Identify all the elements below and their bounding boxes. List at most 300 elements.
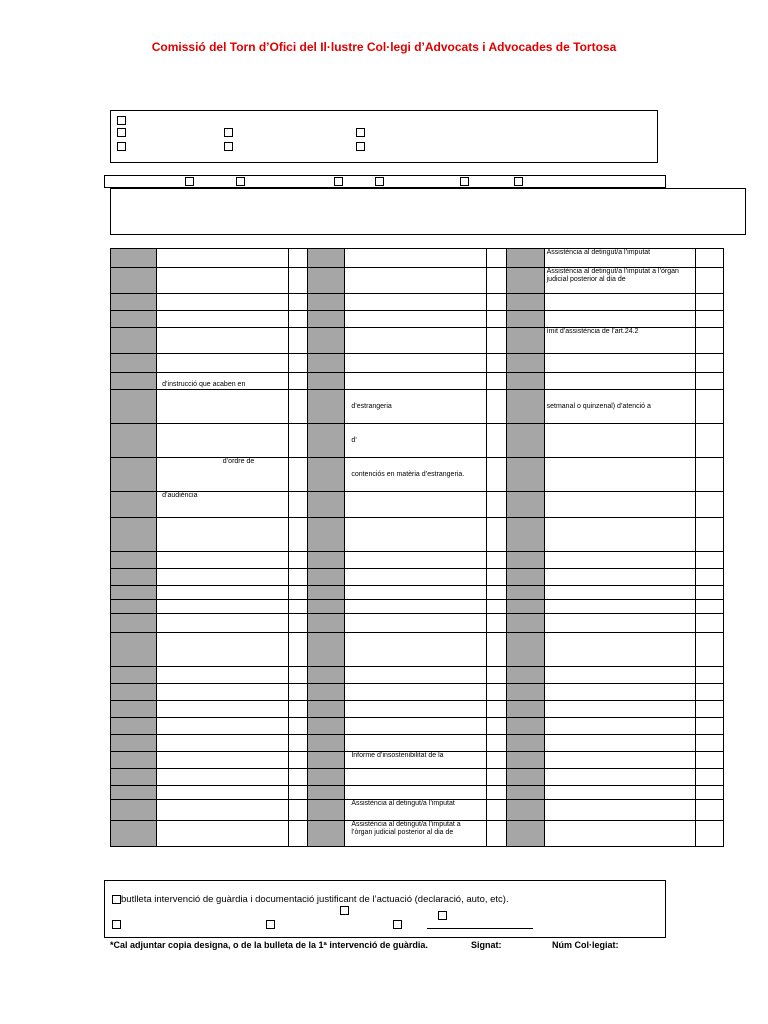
code-cell — [308, 328, 345, 354]
count-cell[interactable] — [486, 424, 506, 458]
code-cell — [111, 786, 157, 800]
code-cell — [506, 249, 544, 268]
code-cell — [506, 769, 544, 786]
description-cell[interactable] — [345, 311, 486, 328]
count-cell[interactable] — [289, 701, 308, 718]
description-cell[interactable] — [157, 390, 289, 424]
description-cell[interactable] — [345, 600, 486, 614]
count-cell[interactable] — [695, 458, 723, 492]
code-cell — [308, 684, 345, 701]
count-cell[interactable] — [486, 552, 506, 569]
description-cell[interactable] — [157, 786, 289, 800]
description-cell[interactable] — [157, 752, 289, 769]
description-cell[interactable] — [157, 633, 289, 667]
description-cell[interactable]: Assistència al detingut/a l’imputat a l’òrgan judicial posterior al dia de — [345, 821, 486, 847]
code-cell — [111, 800, 157, 821]
description-cell[interactable]: d’ — [345, 424, 486, 458]
description-cell[interactable] — [544, 633, 695, 667]
code-cell — [308, 752, 345, 769]
count-cell[interactable] — [486, 294, 506, 311]
count-cell[interactable] — [695, 492, 723, 518]
description-cell[interactable] — [157, 311, 289, 328]
count-cell[interactable] — [289, 311, 308, 328]
count-cell[interactable] — [695, 518, 723, 552]
count-cell[interactable] — [289, 600, 308, 614]
table-row — [111, 586, 724, 600]
description-cell[interactable] — [544, 424, 695, 458]
count-cell[interactable] — [695, 667, 723, 684]
code-cell — [506, 800, 544, 821]
description-cell[interactable] — [157, 769, 289, 786]
description-cell[interactable] — [345, 518, 486, 552]
code-cell — [308, 373, 345, 390]
description-cell[interactable]: ímit d’assistència de l’art.24.2 — [544, 328, 695, 354]
code-cell — [308, 633, 345, 667]
code-cell — [506, 294, 544, 311]
checkbox[interactable] — [112, 895, 121, 904]
count-cell[interactable] — [486, 390, 506, 424]
checkbox[interactable] — [185, 177, 194, 186]
count-cell[interactable] — [289, 390, 308, 424]
code-cell — [506, 268, 544, 294]
description-cell[interactable] — [544, 294, 695, 311]
code-cell — [308, 718, 345, 735]
count-cell[interactable] — [486, 821, 506, 847]
count-cell[interactable] — [486, 569, 506, 586]
table-row — [111, 667, 724, 684]
description-cell[interactable] — [157, 684, 289, 701]
code-cell — [308, 390, 345, 424]
description-cell[interactable] — [157, 294, 289, 311]
count-cell[interactable] — [695, 552, 723, 569]
description-cell[interactable] — [544, 684, 695, 701]
code-cell — [111, 373, 157, 390]
description-cell[interactable] — [544, 667, 695, 684]
count-cell[interactable] — [695, 821, 723, 847]
checkbox-row-box — [104, 175, 666, 188]
checkbox[interactable] — [393, 920, 402, 929]
count-cell[interactable] — [486, 328, 506, 354]
count-cell[interactable] — [289, 249, 308, 268]
table-row — [111, 614, 724, 633]
description-cell[interactable] — [544, 701, 695, 718]
footnote: *Cal adjuntar copia designa, o de la bulleta de la 1ª intervenció de guàrdia. — [110, 940, 428, 950]
code-cell — [111, 294, 157, 311]
count-cell[interactable] — [486, 667, 506, 684]
count-cell[interactable] — [289, 821, 308, 847]
count-cell[interactable] — [695, 390, 723, 424]
code-cell — [111, 424, 157, 458]
count-cell[interactable] — [695, 424, 723, 458]
code-cell — [308, 614, 345, 633]
description-cell[interactable] — [157, 735, 289, 752]
count-cell[interactable] — [289, 586, 308, 600]
count-cell[interactable] — [486, 633, 506, 667]
checkbox[interactable] — [117, 116, 126, 125]
code-cell — [111, 569, 157, 586]
count-cell[interactable] — [289, 294, 308, 311]
description-cell[interactable] — [345, 328, 486, 354]
description-cell[interactable]: setmanal o quinzenal) d’atenció a — [544, 390, 695, 424]
description-cell[interactable] — [544, 311, 695, 328]
checkbox[interactable] — [117, 128, 126, 137]
code-cell — [308, 800, 345, 821]
code-cell — [506, 424, 544, 458]
checkbox[interactable] — [112, 920, 121, 929]
count-cell[interactable] — [289, 518, 308, 552]
description-cell[interactable] — [544, 718, 695, 735]
count-cell[interactable] — [289, 552, 308, 569]
description-cell[interactable] — [345, 249, 486, 268]
description-cell[interactable] — [157, 552, 289, 569]
code-cell — [111, 667, 157, 684]
count-cell[interactable] — [695, 249, 723, 268]
table-row — [111, 735, 724, 752]
code-cell — [506, 311, 544, 328]
table-row — [111, 552, 724, 569]
count-cell[interactable] — [695, 354, 723, 373]
table-row — [111, 492, 724, 518]
count-cell[interactable] — [486, 249, 506, 268]
code-cell — [308, 569, 345, 586]
count-cell[interactable] — [695, 769, 723, 786]
count-cell[interactable] — [289, 492, 308, 518]
table-row — [111, 328, 724, 354]
description-cell[interactable] — [157, 821, 289, 847]
description-cell[interactable] — [157, 614, 289, 633]
count-cell[interactable] — [695, 586, 723, 600]
checkbox[interactable] — [438, 911, 447, 920]
table-row — [111, 294, 724, 311]
count-cell[interactable] — [695, 752, 723, 769]
checkbox[interactable] — [375, 177, 384, 186]
checkbox[interactable] — [334, 177, 343, 186]
code-cell — [111, 354, 157, 373]
code-cell — [308, 311, 345, 328]
code-cell — [308, 735, 345, 752]
code-cell — [111, 268, 157, 294]
table-row — [111, 769, 724, 786]
count-cell[interactable] — [289, 752, 308, 769]
code-cell — [111, 458, 157, 492]
table-row — [111, 390, 724, 424]
count-cell[interactable] — [486, 752, 506, 769]
description-cell[interactable] — [157, 701, 289, 718]
code-cell — [111, 614, 157, 633]
code-cell — [111, 718, 157, 735]
count-cell[interactable] — [695, 800, 723, 821]
description-cell[interactable]: Assistència al detingut/a l’imputat — [544, 249, 695, 268]
description-cell[interactable] — [345, 684, 486, 701]
code-cell — [506, 667, 544, 684]
code-cell — [506, 586, 544, 600]
table-row — [111, 569, 724, 586]
description-cell[interactable]: contenciós en matèria d’estrangeria. — [345, 458, 486, 492]
count-cell[interactable] — [289, 268, 308, 294]
code-cell — [308, 354, 345, 373]
attachments-text: butlleta intervenció de guàrdia i documentació justificant de l’actuació (declaració, auto, etc). — [121, 894, 509, 905]
description-cell[interactable] — [345, 294, 486, 311]
page-title: Comissió del Torn d’Ofici del Il·lustre Col·legi d’Advocats i Advocades de Tortosa — [151, 40, 617, 54]
description-cell[interactable]: d’audiència — [157, 492, 289, 518]
count-cell[interactable] — [695, 718, 723, 735]
code-cell — [506, 600, 544, 614]
description-cell[interactable] — [345, 354, 486, 373]
table-row — [111, 424, 724, 458]
description-cell[interactable] — [544, 769, 695, 786]
table-row — [111, 684, 724, 701]
count-cell[interactable] — [289, 769, 308, 786]
checkbox[interactable] — [236, 177, 245, 186]
description-cell[interactable] — [157, 249, 289, 268]
count-cell[interactable] — [486, 786, 506, 800]
code-cell — [506, 718, 544, 735]
table-row — [111, 373, 724, 390]
member-number-label: Núm Col·legiat: — [552, 940, 619, 950]
description-cell[interactable] — [157, 569, 289, 586]
count-cell[interactable] — [289, 614, 308, 633]
description-cell[interactable] — [345, 492, 486, 518]
count-cell[interactable] — [695, 600, 723, 614]
description-cell[interactable] — [157, 718, 289, 735]
checkbox[interactable] — [356, 128, 365, 137]
code-cell — [308, 786, 345, 800]
table-row — [111, 354, 724, 373]
description-cell[interactable] — [544, 752, 695, 769]
count-cell[interactable] — [486, 701, 506, 718]
count-cell[interactable] — [486, 458, 506, 492]
description-cell[interactable] — [345, 667, 486, 684]
code-cell — [111, 492, 157, 518]
count-cell[interactable] — [486, 492, 506, 518]
code-cell — [111, 518, 157, 552]
count-cell[interactable] — [486, 600, 506, 614]
count-cell[interactable] — [695, 569, 723, 586]
checkbox[interactable] — [340, 906, 349, 915]
count-cell[interactable] — [289, 718, 308, 735]
description-cell[interactable]: d’estrangeria — [345, 390, 486, 424]
count-cell[interactable] — [486, 373, 506, 390]
description-cell[interactable] — [544, 735, 695, 752]
code-cell — [506, 354, 544, 373]
description-cell[interactable] — [157, 667, 289, 684]
code-cell — [506, 569, 544, 586]
description-cell[interactable] — [345, 786, 486, 800]
count-cell[interactable] — [289, 633, 308, 667]
count-cell[interactable] — [289, 373, 308, 390]
checkbox[interactable] — [224, 128, 233, 137]
table-row — [111, 458, 724, 492]
description-cell[interactable] — [345, 552, 486, 569]
table-row — [111, 821, 724, 847]
count-cell[interactable] — [486, 800, 506, 821]
table-row — [111, 249, 724, 268]
code-cell — [111, 684, 157, 701]
code-cell — [308, 701, 345, 718]
code-cell — [111, 390, 157, 424]
checkbox[interactable] — [266, 920, 275, 929]
description-cell[interactable] — [157, 518, 289, 552]
table-row — [111, 311, 724, 328]
code-cell — [506, 458, 544, 492]
description-cell[interactable]: Assistència al detingut/a l’imputat a l’òrgan judicial posterior al dia de — [544, 268, 695, 294]
code-cell — [506, 552, 544, 569]
count-cell[interactable] — [289, 354, 308, 373]
notes-box[interactable] — [110, 188, 746, 235]
options-box — [110, 110, 658, 163]
code-cell — [111, 701, 157, 718]
description-cell[interactable] — [544, 518, 695, 552]
description-cell[interactable] — [157, 268, 289, 294]
code-cell — [506, 684, 544, 701]
code-cell — [506, 821, 544, 847]
count-cell[interactable] — [486, 769, 506, 786]
count-cell[interactable] — [289, 328, 308, 354]
attachments-box — [104, 880, 666, 938]
code-cell — [506, 752, 544, 769]
count-cell[interactable] — [695, 268, 723, 294]
code-cell — [111, 752, 157, 769]
code-cell — [308, 249, 345, 268]
code-cell — [111, 769, 157, 786]
count-cell[interactable] — [289, 667, 308, 684]
count-cell[interactable] — [695, 311, 723, 328]
code-cell — [308, 821, 345, 847]
count-cell[interactable] — [289, 786, 308, 800]
description-cell[interactable] — [157, 800, 289, 821]
count-cell[interactable] — [695, 633, 723, 667]
count-cell[interactable] — [289, 684, 308, 701]
count-cell[interactable] — [289, 458, 308, 492]
description-cell[interactable] — [345, 586, 486, 600]
count-cell[interactable] — [486, 684, 506, 701]
checkbox[interactable] — [460, 177, 469, 186]
code-cell — [308, 600, 345, 614]
table-row — [111, 718, 724, 735]
code-cell — [111, 586, 157, 600]
description-cell[interactable]: Assistència al detingut/a l’imputat — [345, 800, 486, 821]
count-cell[interactable] — [695, 684, 723, 701]
description-cell[interactable] — [544, 354, 695, 373]
code-cell — [308, 268, 345, 294]
table-row — [111, 701, 724, 718]
signature-line[interactable] — [427, 928, 533, 929]
code-cell — [506, 614, 544, 633]
table-row — [111, 600, 724, 614]
description-cell[interactable] — [544, 800, 695, 821]
code-cell — [308, 586, 345, 600]
count-cell[interactable] — [486, 735, 506, 752]
count-cell[interactable] — [289, 424, 308, 458]
description-cell[interactable] — [544, 586, 695, 600]
code-cell — [506, 701, 544, 718]
code-cell — [308, 769, 345, 786]
description-cell[interactable] — [345, 735, 486, 752]
count-cell[interactable] — [289, 569, 308, 586]
count-cell[interactable] — [289, 735, 308, 752]
description-cell[interactable] — [544, 569, 695, 586]
count-cell[interactable] — [695, 701, 723, 718]
code-cell — [111, 249, 157, 268]
code-cell — [506, 633, 544, 667]
count-cell[interactable] — [486, 268, 506, 294]
description-cell[interactable] — [157, 424, 289, 458]
description-cell[interactable] — [544, 600, 695, 614]
code-cell — [111, 821, 157, 847]
description-cell[interactable] — [345, 268, 486, 294]
description-cell[interactable] — [157, 354, 289, 373]
table-row — [111, 800, 724, 821]
code-cell — [111, 311, 157, 328]
description-cell[interactable] — [544, 552, 695, 569]
actuacions-table — [110, 248, 724, 847]
count-cell[interactable] — [289, 800, 308, 821]
checkbox[interactable] — [514, 177, 523, 186]
code-cell — [308, 492, 345, 518]
count-cell[interactable] — [486, 586, 506, 600]
table-row — [111, 752, 724, 769]
code-cell — [506, 373, 544, 390]
checkbox[interactable] — [356, 142, 365, 151]
description-cell[interactable] — [345, 373, 486, 390]
description-cell[interactable]: d’instrucció que acaben en — [157, 373, 289, 390]
description-cell[interactable] — [345, 569, 486, 586]
code-cell — [506, 735, 544, 752]
description-cell[interactable] — [345, 701, 486, 718]
code-cell — [308, 458, 345, 492]
code-cell — [111, 328, 157, 354]
count-cell[interactable] — [486, 518, 506, 552]
count-cell[interactable] — [695, 294, 723, 311]
description-cell[interactable] — [345, 633, 486, 667]
description-cell[interactable] — [345, 769, 486, 786]
count-cell[interactable] — [695, 373, 723, 390]
count-cell[interactable] — [486, 718, 506, 735]
description-cell[interactable] — [544, 614, 695, 633]
description-cell[interactable] — [157, 586, 289, 600]
description-cell[interactable] — [544, 373, 695, 390]
description-cell[interactable] — [157, 328, 289, 354]
checkbox[interactable] — [117, 142, 126, 151]
description-cell[interactable]: d’ordre de — [157, 458, 289, 492]
description-cell[interactable]: Informe d’insostenibilitat de la — [345, 752, 486, 769]
description-cell[interactable] — [544, 492, 695, 518]
code-cell — [506, 786, 544, 800]
description-cell[interactable] — [544, 786, 695, 800]
description-cell[interactable] — [544, 821, 695, 847]
code-cell — [111, 600, 157, 614]
count-cell[interactable] — [486, 311, 506, 328]
description-cell[interactable] — [157, 600, 289, 614]
checkbox[interactable] — [224, 142, 233, 151]
count-cell[interactable] — [695, 735, 723, 752]
table-row — [111, 633, 724, 667]
code-cell — [308, 518, 345, 552]
count-cell[interactable] — [695, 614, 723, 633]
table-row — [111, 786, 724, 800]
table-row — [111, 268, 724, 294]
signed-label: Signat: — [471, 940, 502, 950]
count-cell[interactable] — [486, 614, 506, 633]
description-cell[interactable] — [345, 614, 486, 633]
description-cell[interactable] — [544, 458, 695, 492]
code-cell — [308, 424, 345, 458]
code-cell — [111, 552, 157, 569]
count-cell[interactable] — [486, 354, 506, 373]
count-cell[interactable] — [695, 786, 723, 800]
description-cell[interactable] — [345, 718, 486, 735]
count-cell[interactable] — [695, 328, 723, 354]
